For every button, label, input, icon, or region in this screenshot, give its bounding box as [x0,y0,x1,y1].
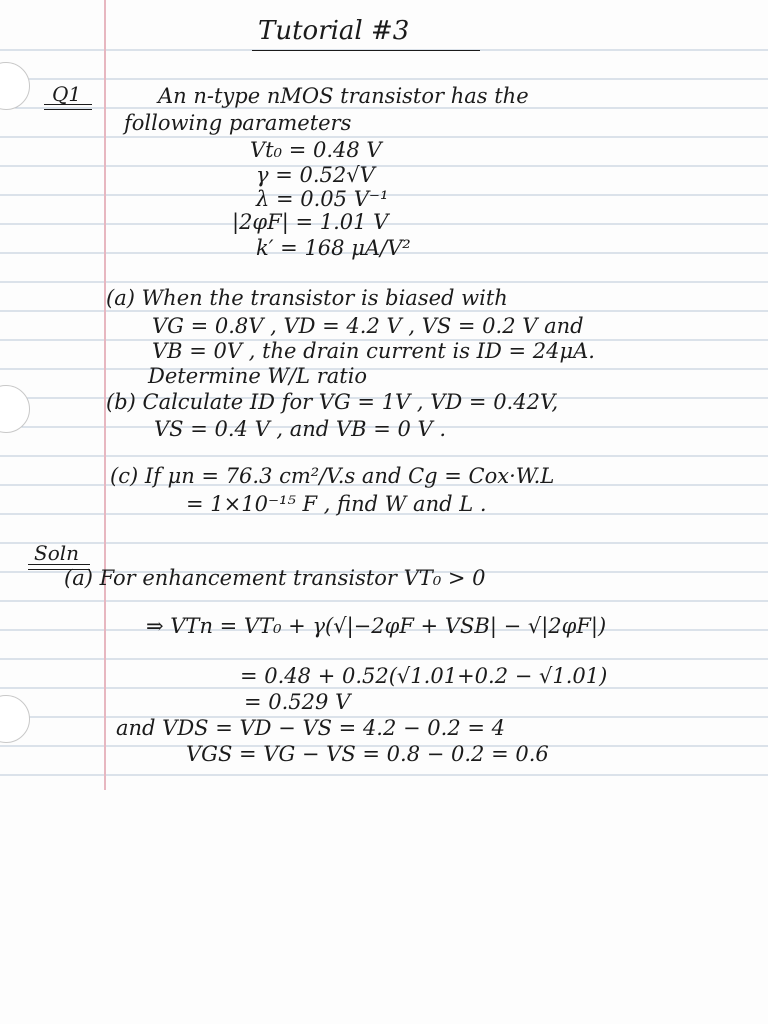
solution-label: Soln [34,541,80,565]
param-lambda: λ = 0.05 V⁻¹ [256,187,389,211]
part-a-line: (a) When the transistor is biased with [106,286,508,310]
part-b-line: (b) Calculate ID for VG = 1V , VD = 0.42V, [106,390,559,414]
solution-line: = 0.529 V [244,690,351,714]
solution-line: (a) For enhancement transistor VT₀ > 0 [64,566,486,590]
question-label: Q1 [52,82,82,106]
param-2phiF: |2φF| = 1.01 V [232,210,389,234]
part-a-line: VG = 0.8V , VD = 4.2 V , VS = 0.2 V and [152,314,584,338]
part-c-line: = 1×10⁻¹⁵ F , find W and L . [186,492,487,516]
part-c-line: (c) If μn = 76.3 cm²/V.s and Cg = Cox·W.L [110,464,555,488]
question-intro: An n-type nMOS transistor has the [158,84,529,108]
title-underline [252,50,480,51]
question-intro: following parameters [124,111,352,135]
part-a-line: Determine W/L ratio [148,364,368,388]
param-gamma: γ = 0.52√V [256,163,375,187]
question-label-underline [44,104,92,105]
page-title: Tutorial #3 [258,16,410,46]
part-b-line: VS = 0.4 V , and VB = 0 V . [154,417,447,441]
solution-line: and VDS = VD − VS = 4.2 − 0.2 = 4 [116,716,505,740]
solution-line: ⇒ VTn = VT₀ + γ(√|−2φF + VSB| − √|2φF|) [146,614,607,638]
param-vto: Vt₀ = 0.48 V [250,138,382,162]
part-a-line: VB = 0V , the drain current is ID = 24μA. [152,339,595,363]
param-k-prime: k′ = 168 μA/V² [256,236,411,260]
question-label-underline [44,109,92,110]
solution-line: VGS = VG − VS = 0.8 − 0.2 = 0.6 [186,742,549,766]
solution-label-underline [28,564,90,565]
solution-line: = 0.48 + 0.52(√1.01+0.2 − √1.01) [240,664,608,688]
